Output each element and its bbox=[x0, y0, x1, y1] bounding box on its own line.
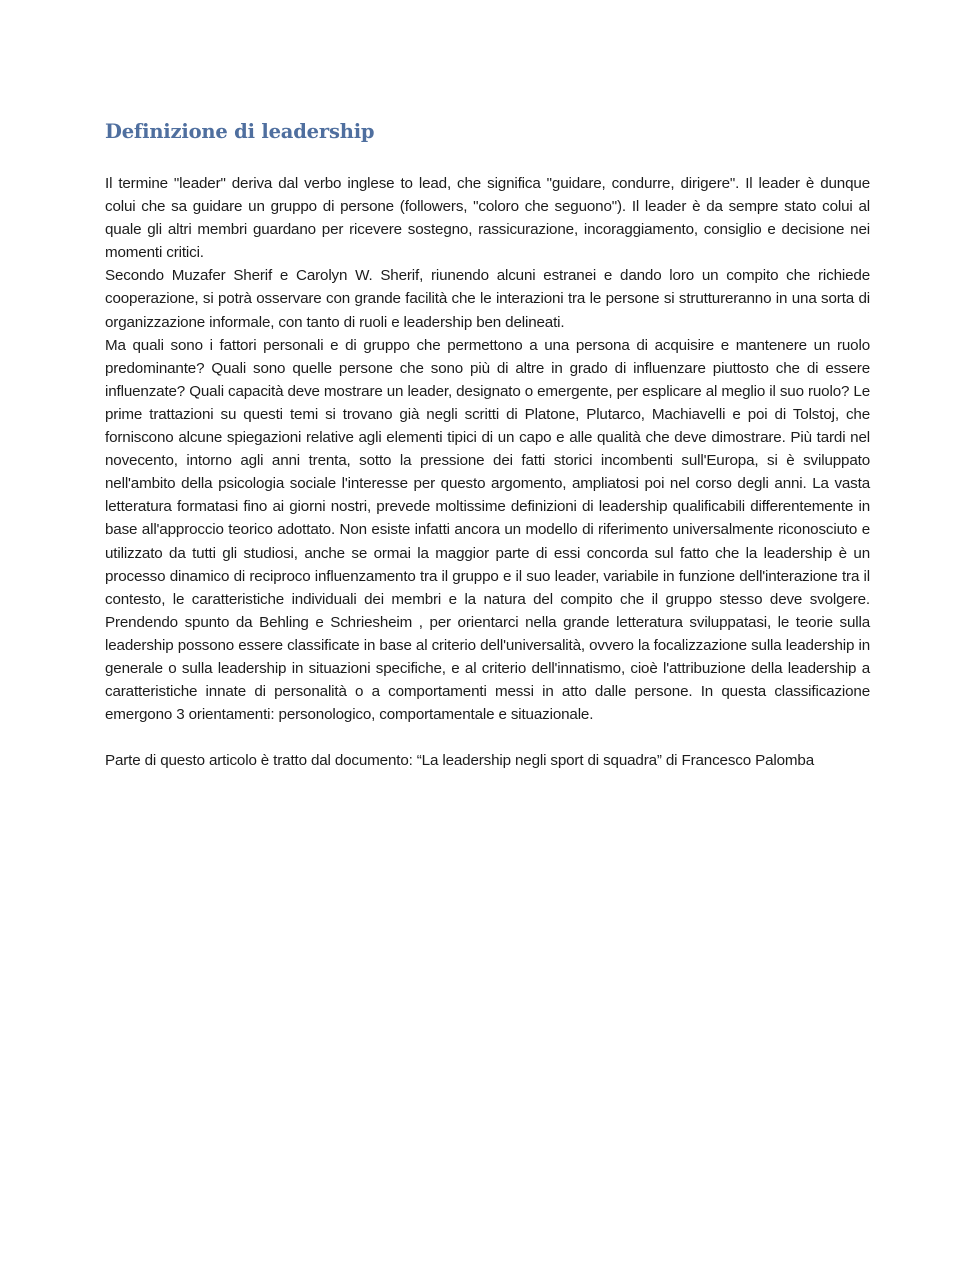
paragraph-sherif-study: Secondo Muzafer Sherif e Carolyn W. Sherif, riunendo alcuni estranei e dando loro un compito che richiede cooperazione, si potrà osservare con grande facilità che le interazioni tra le persone si struttureranno in una sorta di organizzazione informale, con tanto di ruoli e leadership ben delineati. bbox=[105, 267, 870, 331]
document-title: Definizione di leadership bbox=[105, 120, 375, 143]
document-body bbox=[105, 118, 870, 772]
source-note: Parte di questo articolo è tratto dal documento: “La leadership negli sport di squadra” di Francesco Palomba bbox=[105, 752, 814, 770]
paragraph-leader-definition: Il termine "leader" deriva dal verbo inglese to lead, che significa "guidare, condurre, dirigere". Il leader è dunque colui che sa guidare un gruppo di persone (followers, "coloro che seguono"). Il leader è da sempre stato colui al quale gli altri membri guardano per ricevere sostegno, rassicurazione, incoraggiamento, consiglio e decisione nei momenti critici. bbox=[105, 175, 870, 262]
paragraph-leadership-theories: Ma quali sono i fattori personali e di gruppo che permettono a una persona di acquisire e mantenere un ruolo predominante? Quali sono quelle persone che sono più di altre in grado di influenzare piuttosto che di essere influenzate? Quali capacità deve mostrare un leader, designato o emergente, per esplicare al meglio il suo ruolo? Le prime trattazioni su questi temi si trovano già negli scritti di Platone, Plutarco, Machiavelli e poi di Tolstoj, che forniscono alcune spiegazioni relative agli elementi tipici di un capo e alle qualità che deve dimostrare. Più tardi nel novecento, intorno agli anni trenta, sotto la pressione dei fatti storici incombenti sull'Europa, si è sviluppato nell'ambito della psicologia sociale l'interesse per questo argomento, ampliatosi poi nel corso degli anni. La vasta letteratura formatasi fino ai giorni nostri, prevede moltissime definizioni di leadership qualificabili differentemente in base all'approccio teorico adottato. Non esiste infatti ancora un modello di riferimento universalmente riconosciuto e utilizzato da tutti gli studiosi, anche se ormai la maggior parte di essi concorda sul fatto che la leadership è un processo dinamico di reciproco influenzamento tra il gruppo e il suo leader, variabile in funzione dell'interazione tra il contesto, le caratteristiche individuali dei membri e la natura del compito che il gruppo stesso deve svolgere. Prendendo spunto da Behling e Schriesheim , per orientarci nella grande letteratura sviluppatasi, le teorie sulla leadership possono essere classificate in base al criterio dell'universalità, ovvero la focalizzazione sulla leadership in generale o sulla leadership in situazioni specifiche, e al criterio dell'innatismo, cioè l'attribuzione della leadership a caratteristiche innate di personalità o a comportamenti messi in atto dalle persone. In questa classificazione emergono 3 orientamenti: personologico, comportamentale e situazionale. bbox=[105, 336, 870, 724]
article-text bbox=[105, 172, 870, 772]
